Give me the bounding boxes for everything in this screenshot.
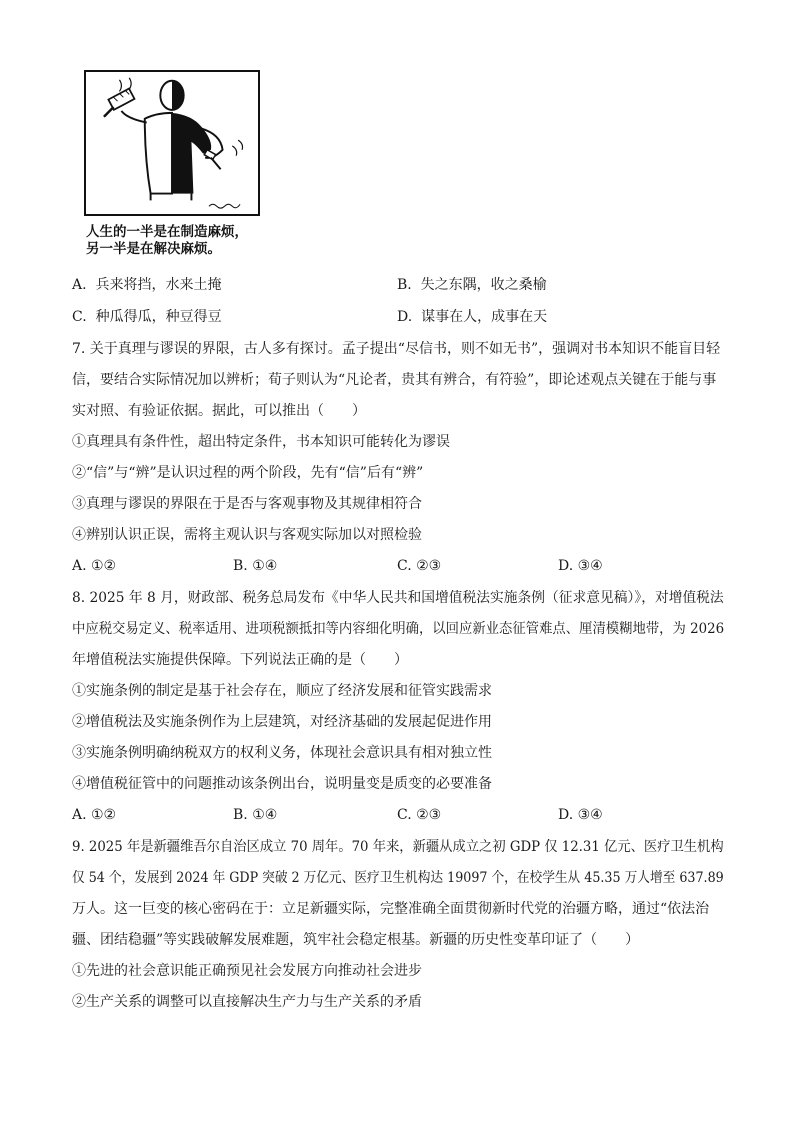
q9-statement: ①先进的社会意识能正确预见社会发展方向推动社会进步 <box>72 963 422 979</box>
q8-option-b[interactable]: B. ①④ <box>233 807 278 823</box>
q8-stem-line: 年增值税法实施提供保障。下列说法正确的是（ ） <box>72 652 408 668</box>
q6-option-c[interactable] <box>72 308 222 326</box>
cartoon-image <box>84 70 260 216</box>
q8-option-d[interactable]: D. ③④ <box>558 807 603 823</box>
option-text: 种瓜得瓜，种豆得豆 <box>95 309 222 325</box>
q7-option-a[interactable]: A. ①② <box>72 558 117 574</box>
q7-statement: ③真理与谬误的界限在于是否与客观事物及其规律相符合 <box>72 496 422 512</box>
q6-option-b[interactable] <box>397 276 547 294</box>
q9-statement: ②生产关系的调整可以直接解决生产力与生产关系的矛盾 <box>72 994 422 1010</box>
q7-option-c[interactable]: C. ②③ <box>397 558 442 574</box>
q8-stem-line: 8. 2025 年 8 月，财政部、税务总局发布《中华人民共和国增值税法实施条例（征求意见稿）》，对增值税法 <box>72 590 724 606</box>
option-letter: C. <box>72 309 87 325</box>
q8-option-a[interactable]: A. ①② <box>72 807 117 823</box>
cartoon-caption <box>86 224 248 258</box>
q7-stem-line: 信，要结合实际情况加以辨析；荀子则认为“凡论者，贵其有辨合，有符验”，即论述观点关键在于能与事 <box>72 372 717 388</box>
option-text: 失之东隅，收之桑榆 <box>420 277 547 293</box>
q7-statement: ④辨别认识正误，需将主观认识与客观实际加以对照检验 <box>72 527 422 543</box>
q9-stem-line: 疆、团结稳疆”等实践破解发展难题，筑牢社会稳定根基。新疆的历史性变革印证了（ ） <box>72 932 640 948</box>
q6-option-a[interactable] <box>72 276 221 294</box>
option-text: 谋事在人，成事在天 <box>421 309 548 325</box>
q7-option-b[interactable]: B. ①④ <box>233 558 278 574</box>
q8-statement: ①实施条例的制定是基于社会存在，顺应了经济发展和征管实践需求 <box>72 683 492 699</box>
q8-option-c[interactable]: C. ②③ <box>397 807 442 823</box>
q9-stem-line: 万人。这一巨变的核心密码在于：立足新疆实际，完整准确全面贯彻新时代党的治疆方略，通过“依法治 <box>72 901 710 917</box>
q8-statement: ②增值税法及实施条例作为上层建筑，对经济基础的发展起促进作用 <box>72 714 492 730</box>
q8-statement: ④增值税征管中的问题推动该条例出台，说明量变是质变的必要准备 <box>72 776 492 792</box>
q8-stem-line: 中应税交易定义、税率适用、进项税额抵扣等内容细化明确，以回应新业态征管难点、厘清模糊地带，为 2026 <box>72 621 725 637</box>
caption-line: 人生的一半是在制造麻烦， <box>86 224 248 240</box>
option-letter: B. <box>397 277 412 293</box>
q8-statement: ③实施条例明确纳税双方的权利义务，体现社会意识具有相对独立性 <box>72 745 492 761</box>
q9-stem-line: 9. 2025 年是新疆维吾尔自治区成立 70 周年。70 年来，新疆从成立之初 GDP 仅 12.31 亿元、医疗卫生机构 <box>72 839 724 855</box>
caption-line: 另一半是在解决麻烦。 <box>86 241 221 257</box>
q7-stem-line: 7. 关于真理与谬误的界限，古人多有探讨。孟子提出“尽信书，则不如无书”，强调对书本知识不能盲目轻 <box>72 341 721 357</box>
option-letter: A. <box>72 277 87 293</box>
q7-option-d[interactable]: D. ③④ <box>558 558 603 574</box>
q9-stem-line: 仅 54 个，发展到 2024 年 GDP 突破 2 万亿元、医疗卫生机构达 19097 个，在校学生从 45.35 万人增至 637.89 <box>72 870 724 886</box>
cartoon-figure-drawing <box>86 72 258 214</box>
q6-option-d[interactable] <box>397 308 547 326</box>
q7-statement: ②“信”与“辨”是认识过程的两个阶段，先有“信”后有“辨” <box>72 465 424 481</box>
q7-statement: ①真理具有条件性，超出特定条件，书本知识可能转化为谬误 <box>72 434 450 450</box>
option-text: 兵来将挡，水来土掩 <box>95 277 222 293</box>
q7-stem-line: 实对照、有验证依据。据此，可以推出（ ） <box>72 403 366 419</box>
option-letter: D. <box>397 309 413 325</box>
